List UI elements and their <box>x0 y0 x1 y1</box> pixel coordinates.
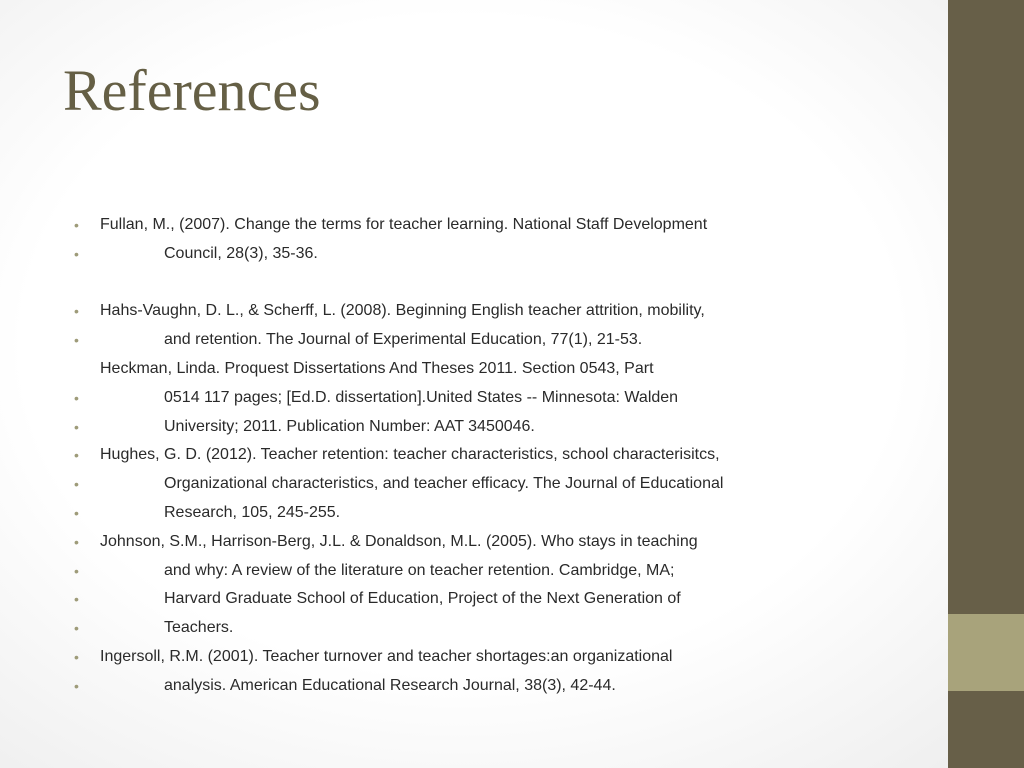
bullet-icon: • <box>74 591 79 608</box>
reference-text: Council, 28(3), 35-36. <box>164 244 318 262</box>
bullet-icon: • <box>74 245 79 262</box>
reference-text: Teachers. <box>164 619 234 637</box>
slide-title: References <box>63 58 321 123</box>
references-list <box>0 211 940 701</box>
reference-line <box>0 643 940 672</box>
reference-line <box>0 355 940 384</box>
side-accent-block <box>948 614 1024 691</box>
reference-text: Organizational characteristics, and teacher efficacy. The Journal of Educational <box>164 475 724 493</box>
bullet-icon: • <box>74 504 79 521</box>
reference-text: Research, 105, 245-255. <box>164 503 341 521</box>
bullet-icon: • <box>74 648 79 665</box>
reference-text: and why: A review of the literature on teacher retention. Cambridge, MA; <box>164 561 675 579</box>
reference-line <box>0 384 940 413</box>
bullet-icon: • <box>74 533 79 550</box>
bullet-icon: • <box>74 332 79 349</box>
reference-text: analysis. American Educational Research Journal, 38(3), 42-44. <box>164 676 616 694</box>
reference-text: 0514 117 pages; [Ed.D. dissertation].United States -- Minnesota: Walden <box>164 388 679 406</box>
bullet-icon: • <box>74 447 79 464</box>
bullet-icon: • <box>74 217 79 233</box>
reference-line <box>0 211 940 240</box>
reference-line <box>0 499 940 528</box>
reference-line <box>0 470 940 499</box>
reference-line <box>0 672 940 701</box>
reference-line <box>0 297 940 326</box>
reference-line <box>0 614 940 643</box>
bullet-icon: • <box>74 562 79 579</box>
reference-text: Heckman, Linda. Proquest Dissertations And Theses 2011. Section 0543, Part <box>100 359 654 377</box>
reference-line <box>0 240 940 269</box>
reference-line <box>0 269 940 298</box>
reference-line <box>0 413 940 442</box>
reference-text: Fullan, M., (2007). Change the terms for teacher learning. National Staff Development <box>100 216 708 233</box>
bullet-icon: • <box>74 303 79 320</box>
reference-line <box>0 557 940 586</box>
bullet-icon: • <box>74 677 79 694</box>
reference-line <box>0 326 940 355</box>
reference-text: University; 2011. Publication Number: AAT 3450046. <box>164 417 535 435</box>
bullet-icon: • <box>74 476 79 493</box>
reference-text: Hughes, G. D. (2012). Teacher retention: teacher characteristics, school characterisitcs, <box>100 446 720 464</box>
reference-text: and retention. The Journal of Experimental Education, 77(1), 21-53. <box>164 331 643 349</box>
reference-line <box>0 528 940 557</box>
reference-text: Johnson, S.M., Harrison-Berg, J.L. & Donaldson, M.L. (2005). Who stays in teaching <box>100 532 698 550</box>
bullet-icon: • <box>74 418 79 435</box>
reference-line <box>0 585 940 614</box>
reference-line <box>0 441 940 470</box>
bullet-icon: • <box>74 620 79 637</box>
bullet-icon: • <box>74 389 79 406</box>
reference-text: Harvard Graduate School of Education, Project of the Next Generation of <box>164 590 681 608</box>
reference-text: Hahs-Vaughn, D. L., & Scherff, L. (2008). Beginning English teacher attrition, mobility, <box>100 302 705 320</box>
reference-text: Ingersoll, R.M. (2001). Teacher turnover and teacher shortages:an organizational <box>100 647 673 665</box>
